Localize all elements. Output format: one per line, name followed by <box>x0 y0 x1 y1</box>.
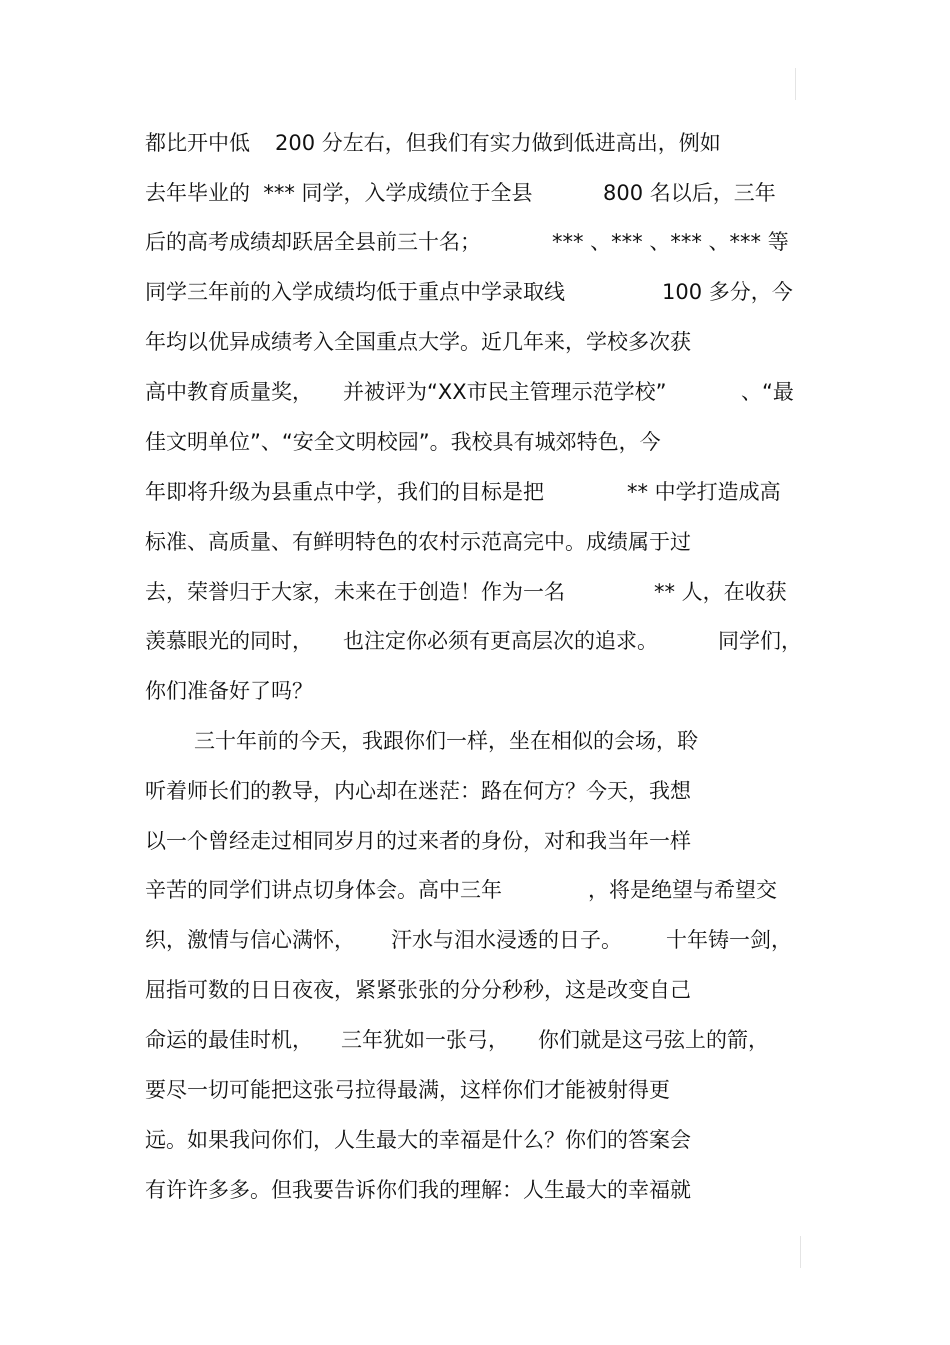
text-segment: *** 、*** 、*** 、*** 等 <box>552 230 789 254</box>
text-segment: ** 人，在收获 <box>654 580 787 604</box>
text-segment: 远。如果我问你们，人生最大的幸福是什么？你们的答案会 <box>145 1128 691 1152</box>
text-segment: 100 多分，今 <box>662 280 793 304</box>
text-segment: 同学们， <box>718 629 802 653</box>
text-segment: 十年铸一剑， <box>666 928 792 952</box>
text-segment: 以一个曾经走过相同岁月的过来者的身份，对和我当年一样 <box>145 829 691 853</box>
text-segment: 羡慕眼光的同时， <box>145 629 313 653</box>
text-segment: 都比开中低 <box>145 131 250 155</box>
text-segment: 也注定你必须有更高层次的追求。 <box>343 629 658 653</box>
text-segment: 200 分左右，但我们有实力做到低进高出，例如 <box>275 131 721 155</box>
page-edge-mark-top <box>795 68 796 100</box>
text-segment: 高中教育质量奖， <box>145 380 313 404</box>
text-segment: 有许许多多。但我要告诉你们我的理解：人生最大的幸福就 <box>145 1178 691 1202</box>
text-segment: 你们就是这弓弦上的箭， <box>538 1028 769 1052</box>
text-segment: 命运的最佳时机， <box>145 1028 313 1052</box>
text-segment: 你们准备好了吗？ <box>145 679 313 703</box>
text-segment: 辛苦的同学们讲点切身体会。高中三年 <box>145 878 502 902</box>
text-segment: 后的高考成绩却跃居全县前三十名； <box>145 230 481 254</box>
text-segment: 并被评为“XX市民主管理示范学校” <box>343 380 667 404</box>
text-segment: 三年犹如一张弓， <box>341 1028 509 1052</box>
text-segment: ** 中学打造成高 <box>627 480 781 504</box>
text-segment: 标准、高质量、有鲜明特色的农村示范高完中。成绩属于过 <box>145 530 691 554</box>
text-segment: 、“最 <box>741 380 794 404</box>
text-segment: 三十年前的今天，我跟你们一样，坐在相似的会场，聆 <box>194 729 698 753</box>
text-segment: 年均以优异成绩考入全国重点大学。近几年来，学校多次获 <box>145 330 691 354</box>
text-segment: 织，激情与信心满怀， <box>145 928 355 952</box>
page-edge-mark-bottom <box>800 1236 801 1268</box>
text-segment: 屈指可数的日日夜夜，紧紧张张的分分秒秒，这是改变自己 <box>145 978 691 1002</box>
text-segment: 年即将升级为县重点中学，我们的目标是把 <box>145 480 544 504</box>
text-segment: 去，荣誉归于大家，未来在于创造！作为一名 <box>145 580 565 604</box>
text-segment: 汗水与泪水浸透的日子。 <box>391 928 622 952</box>
text-segment: 去年毕业的 *** 同学，入学成绩位于全县 <box>145 181 533 205</box>
text-segment: 800 名以后，三年 <box>603 181 776 205</box>
text-segment: 要尽一切可能把这张弓拉得最满，这样你们才能被射得更 <box>145 1078 670 1102</box>
text-segment: 同学三年前的入学成绩均低于重点中学录取线 <box>145 280 565 304</box>
text-segment: 佳文明单位”、“安全文明校园”。我校具有城郊特色，今 <box>145 430 661 454</box>
text-segment: 听着师长们的教导，内心却在迷茫：路在何方？今天，我想 <box>145 779 691 803</box>
text-segment: ，将是绝望与希望交 <box>588 878 777 902</box>
